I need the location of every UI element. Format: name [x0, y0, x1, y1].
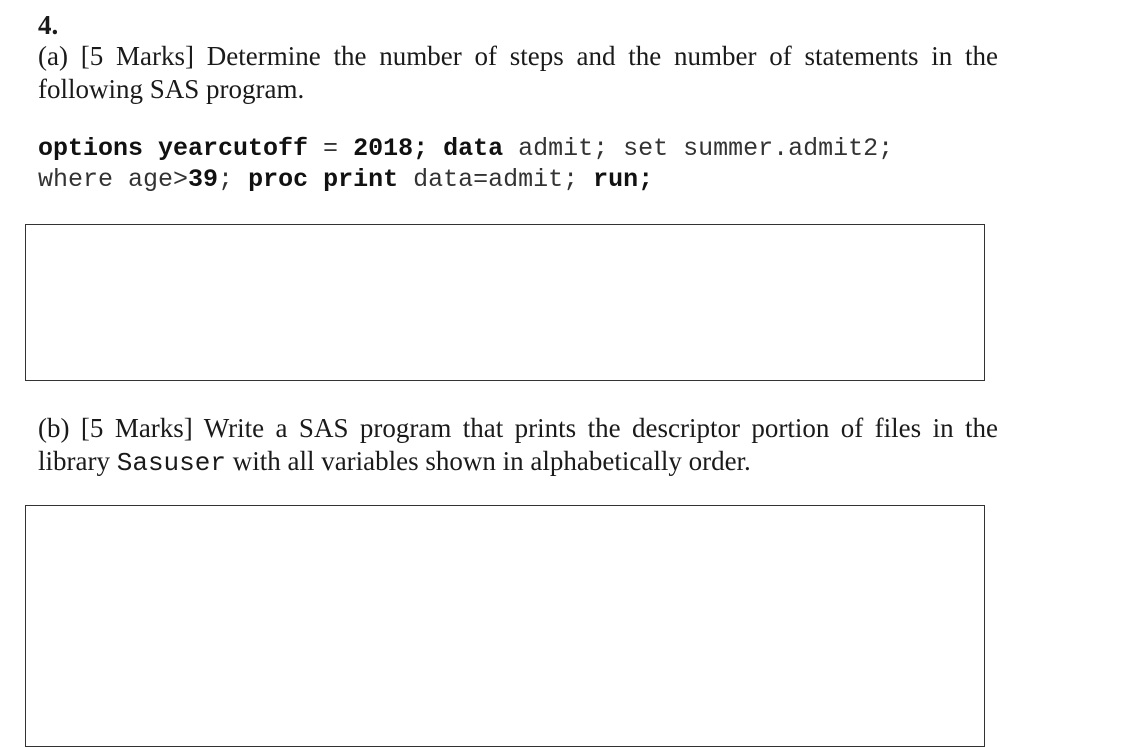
code-token: 39 [188, 165, 219, 194]
code-token: proc print [248, 165, 399, 194]
answer-box-b[interactable] [25, 505, 985, 747]
code-token: data=admit; [398, 165, 594, 194]
code-token: where age> [38, 165, 189, 194]
code-token: admit; set summer.admit2; [503, 134, 894, 163]
code-token: options yearcutoff [38, 134, 309, 163]
part-b-prompt [38, 412, 998, 480]
code-token: 2018; [353, 134, 429, 163]
code-line-1 [38, 133, 893, 164]
code-token: run; [593, 165, 654, 194]
library-name: Sasuser [116, 448, 226, 478]
part-a-label: (a) [38, 41, 68, 71]
part-b-text-before: Write a SAS program that prints the descriptor portion of files in the library [38, 413, 998, 476]
question-number: 4. [38, 10, 59, 40]
part-b-text-after: with all variables shown in alphabetically order. [225, 446, 751, 476]
part-a-prompt [38, 40, 998, 106]
part-a-text: Determine the number of steps and the number of statements in the following SAS program. [38, 41, 999, 104]
answer-box-a[interactable] [25, 224, 985, 381]
code-token: data [443, 134, 504, 163]
part-b-label: (b) [38, 413, 70, 443]
part-b-marks: [5 Marks] [80, 413, 193, 443]
code-token [428, 134, 443, 163]
code-token: ; [218, 165, 249, 194]
code-token: = [308, 134, 354, 163]
part-a-marks: [5 Marks] [80, 41, 194, 71]
code-line-2 [38, 164, 653, 195]
